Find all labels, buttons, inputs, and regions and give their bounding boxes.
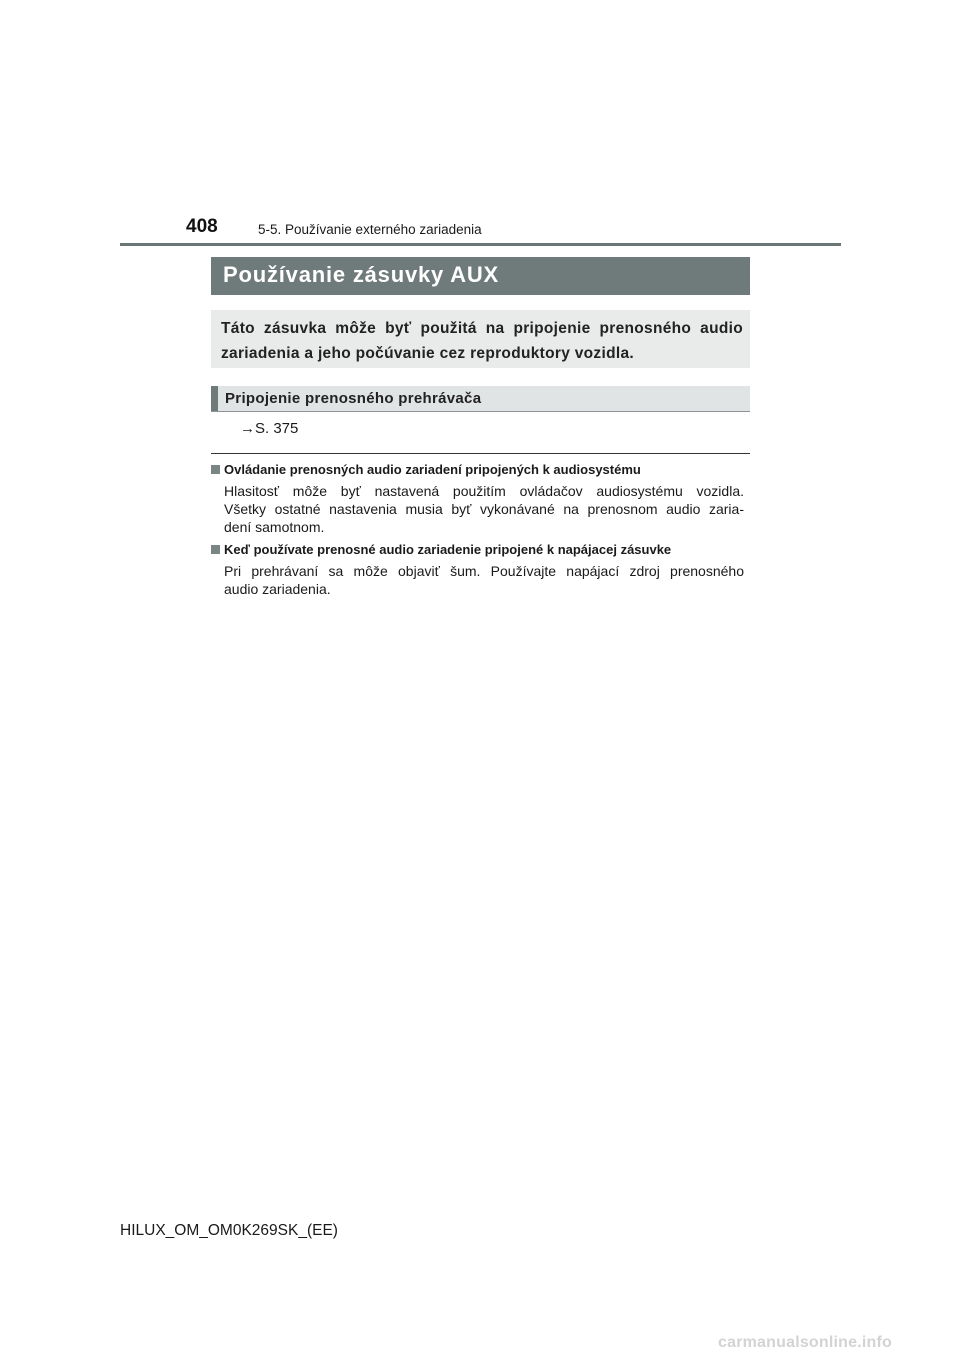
title-bar [211,257,750,295]
square-bullet-icon [211,465,220,474]
page-reference-link[interactable]: →S. 375 [240,420,299,437]
intro-box [211,310,750,368]
note-line: Pri prehrávaní sa môže objaviť šum. Používajte napájací zdroj prenosného [224,563,744,579]
note-line: dení samotnom. [224,519,325,535]
note-body [224,482,744,536]
page-title: Používanie zásuvky AUX [223,262,499,287]
note-heading [211,462,641,477]
square-bullet-icon [211,545,220,554]
watermark: carmanualsonline.info [718,1334,893,1351]
intro-text: Táto zásuvka môže byť použitá na pripojenie prenosného audio zariadenia a jeho počúvanie cez reproduktory vozidla. [221,320,743,362]
note-heading-text: Keď používate prenosné audio zariadenie pripojené k napájacej zásuvke [224,542,672,557]
header-rule [120,243,841,246]
note-line: Všetky ostatné nastavenia musia byť vykonávané na prenosnom audio zaria- [224,501,744,517]
note-body [224,562,744,598]
content-rule [211,453,750,454]
note-line: Hlasitosť môže byť nastavená použitím ovládačov audiosystému vozidla. [224,483,744,499]
note-heading [211,542,671,557]
subsection-accent [211,386,218,411]
note-line: audio zariadenia. [224,581,331,597]
note-heading-text: Ovládanie prenosných audio zariadení pripojených k audiosystému [224,462,641,477]
footer-document-code: HILUX_OM_OM0K269SK_(EE) [120,1222,338,1239]
page-number: 408 [186,216,218,237]
section-label: 5-5. Používanie externého zariadenia [258,222,482,237]
subsection-bar [211,386,750,412]
subsection-title: Pripojenie prenosného prehrávača [225,390,482,407]
